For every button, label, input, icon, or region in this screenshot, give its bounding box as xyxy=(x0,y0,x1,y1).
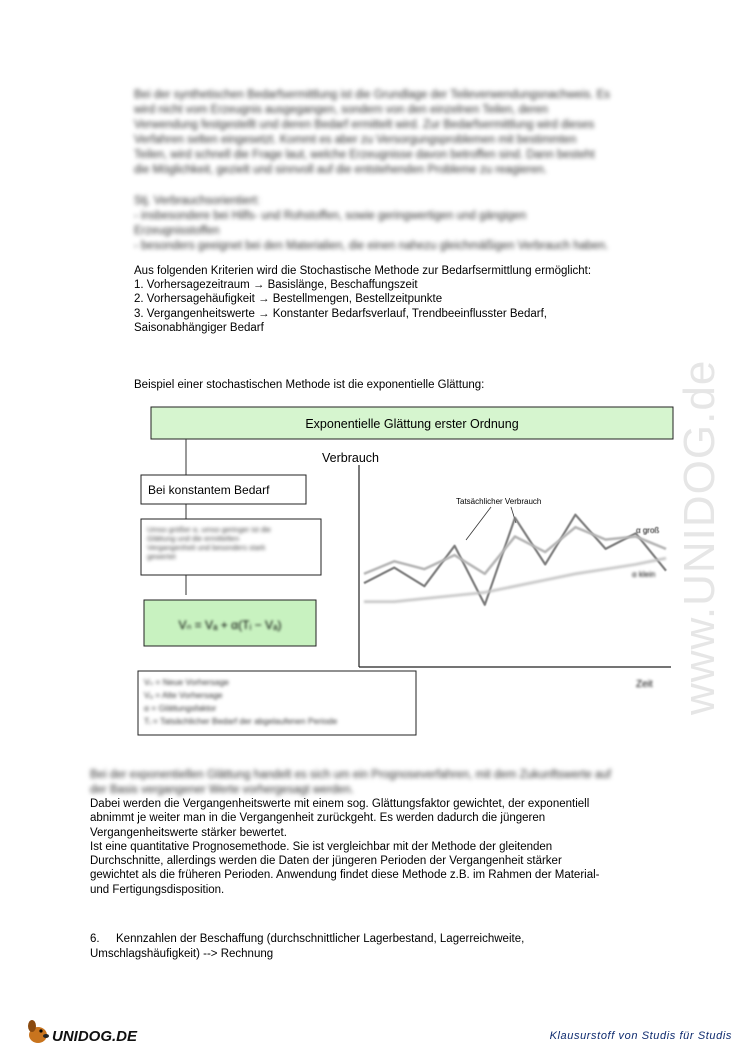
criteria-item: 1. Vorhersagezeitraum → Basislänge, Beschaffungszeit xyxy=(134,279,418,292)
series-label-alpha-large: α groß xyxy=(636,526,660,535)
alpha-note-line: Vergangenheit und besonders stark xyxy=(147,543,266,552)
consumption-chart xyxy=(322,451,671,690)
legend-line: Tᵢ = Tatsächlicher Bedarf der abgelaufenen Periode xyxy=(144,716,338,726)
text-line: abnimmt je weiter man in die Vergangenheit zurückgeht. Es werden dadurch die jüngeren xyxy=(90,812,546,825)
diagram-header-text: Exponentielle Glättung erster Ordnung xyxy=(305,417,519,431)
text-line: Dabei werden die Vergangenheitswerte mit einem sog. Glättungsfaktor gewichtet, der exponentiell xyxy=(90,798,590,810)
y-axis-label: Verbrauch xyxy=(322,451,379,465)
blurred-line: Bei der synthetischen Bedarfsermittlung ist die Grundlage der Teileverwendungsnachweis. Es xyxy=(134,89,611,101)
blurred-line: wird nicht vom Erzeugnis ausgegangen, sondern von den einzelnen Teilen, deren xyxy=(134,104,549,116)
dog-icon xyxy=(28,1020,49,1043)
blurred-summary xyxy=(90,768,670,798)
section-6-heading xyxy=(90,932,524,961)
watermark xyxy=(652,300,747,720)
actual-consumption-line xyxy=(364,515,666,605)
blurred-intro-text xyxy=(134,88,664,254)
logo-text: UNIDOG.DE xyxy=(52,1028,138,1045)
legend-line: Vₙ = Neue Vorhersage xyxy=(144,677,229,687)
blurred-line: Stj. Verbrauchsorientiert: xyxy=(134,195,260,207)
blurred-line: Bei der exponentiellen Glättung handelt es sich um ein Prognoseverfahren, mit dem Zukunftswerte auf xyxy=(90,769,611,781)
criteria-item: Saisonabhängiger Bedarf xyxy=(134,321,264,334)
footer-slogan: Klausurstoff von Studis für Studis xyxy=(549,1030,732,1042)
blurred-line: - besonders geeignet bei den Materialien, die einen nahezu gleichmäßigen Verbrauch haben. xyxy=(134,240,609,252)
section-number: 6. xyxy=(90,933,100,945)
watermark-text: www.UNIDOG.de xyxy=(675,359,724,715)
legend-line: Vₐ = Alte Vorhersage xyxy=(144,690,223,700)
blurred-line: - insbesondere bei Hilfs- und Rohstoffen, sowie geringwertigen und gängigen xyxy=(134,210,527,222)
alpha-note-line: gewertet xyxy=(147,552,176,561)
explanation-text xyxy=(90,797,599,897)
x-axis-label: Zeit xyxy=(636,679,653,690)
criteria-item: 3. Vergangenheitswerte → Konstanter Bedarfsverlauf, Trendbeeinflusster Bedarf, xyxy=(134,307,547,320)
constant-demand-label: Bei konstantem Bedarf xyxy=(148,483,270,497)
smoothing-diagram xyxy=(136,405,676,740)
section-title-line: Kennzahlen der Beschaffung (durchschnittlicher Lagerbestand, Lagerreichweite, xyxy=(116,933,525,945)
blurred-line: Verwendung festgestellt und deren Bedarf ermittelt wird. Zur Bedarfsermittlung wird dieses xyxy=(134,119,595,131)
unidog-logo xyxy=(22,1015,152,1047)
blurred-line: Verfahren selten eingesetzt. Kommt es aber zu Versorgungsproblemen mit bestimmten xyxy=(134,134,577,146)
series-label-alpha-small: α klein xyxy=(632,570,656,579)
text-line: Durchschnitte, allerdings werden die Daten der jüngeren Perioden der Vergangenheit stärker xyxy=(90,855,562,868)
blurred-line: Erzeugnisstoffen xyxy=(134,225,220,237)
blurred-line: der Basis vergangener Werte vorhergesagt werden. xyxy=(90,784,354,796)
example-intro: Beispiel einer stochastischen Methode ist die exponentielle Glättung: xyxy=(134,379,485,391)
criteria-item: 2. Vorhersagehäufigkeit → Bestellmengen, Bestellzeitpunkte xyxy=(134,293,443,306)
text-line: und Fertigungsdisposition. xyxy=(90,883,225,896)
legend-line: α = Glättungsfaktor xyxy=(144,703,217,713)
alpha-note-line: Glättung und die ermittelten xyxy=(147,534,240,543)
section-title-line: Umschlagshäufigkeit) --> Rechnung xyxy=(90,947,274,960)
criteria-list xyxy=(134,264,591,335)
alpha-note-line: Umso größer α, umso geringer ist die xyxy=(147,525,271,534)
blurred-line: die Möglichkeit, gezielt und sinnvoll auf die entstehenden Probleme zu reagieren. xyxy=(134,164,547,176)
actual-consumption-annotation: Tatsächlicher Verbrauch xyxy=(456,497,542,506)
criteria-intro: Aus folgenden Kriterien wird die Stochastische Methode zur Bedarfsermittlung ermöglicht: xyxy=(134,265,592,277)
text-line: gewichtet als die früheren Perioden. Anwendung findet diese Methode z.B. im Rahmen der Material- xyxy=(90,869,600,882)
formula-text: Vₙ = Vₐ + α(Tᵢ − Vₐ) xyxy=(178,618,282,632)
text-line: Ist eine quantitative Prognosemethode. Sie ist vergleichbar mit der Methode der gleitenden xyxy=(90,840,553,853)
text-line: Vergangenheitswerte stärker bewertet. xyxy=(90,826,287,839)
blurred-line: Teilen, wird schnell die Frage laut, welche Erzeugnisse davon betroffen sind. Dann besteht xyxy=(134,149,595,161)
